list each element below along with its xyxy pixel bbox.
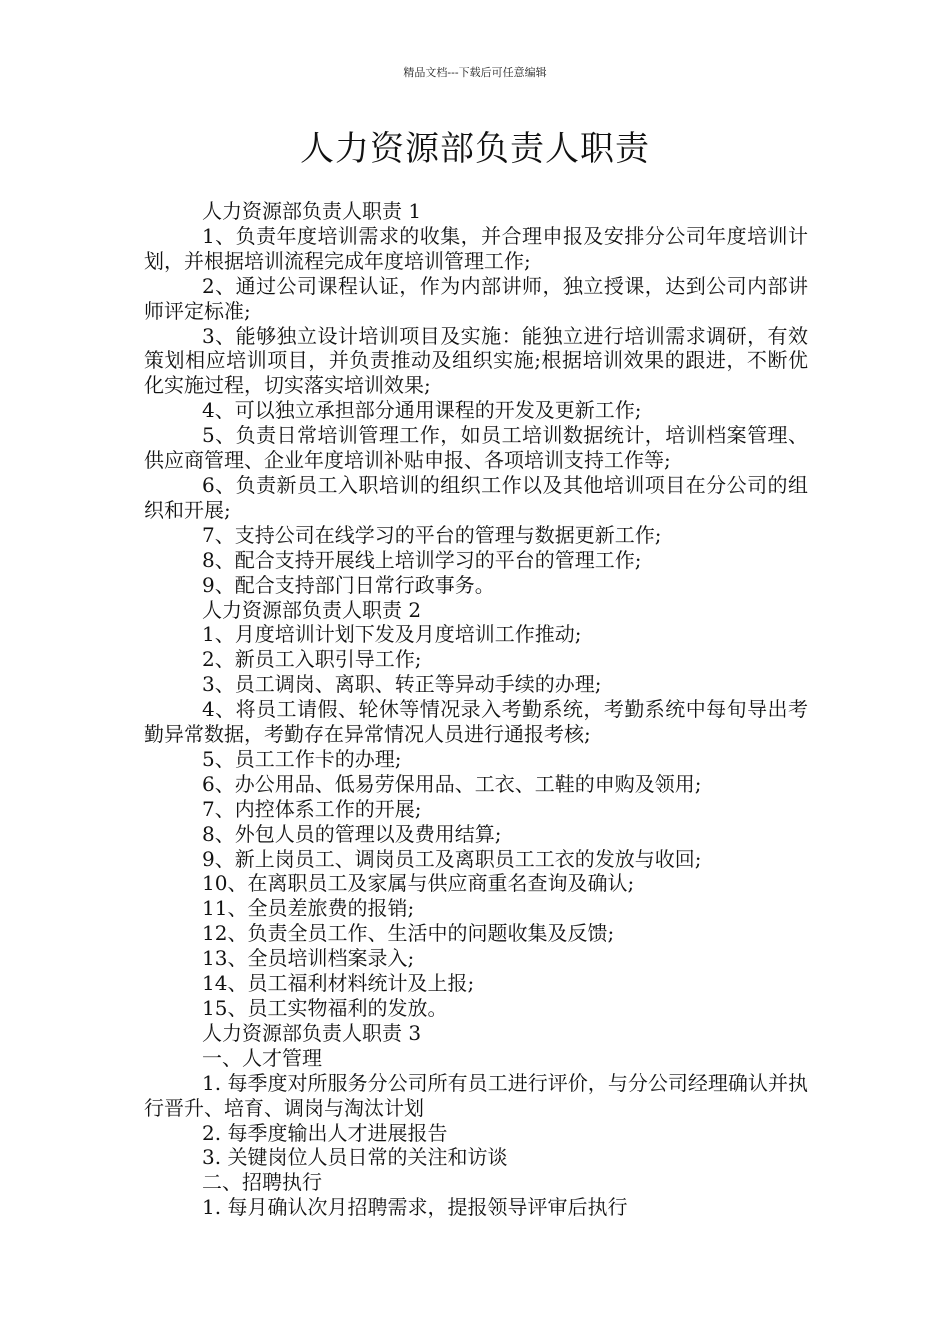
paragraph: 9、新上岗员工、调岗员工及离职员工工衣的发放与收回;: [202, 846, 702, 871]
section-heading-2: 人力资源部负责人职责 2: [202, 597, 422, 622]
paragraph: 5、员工工作卡的办理;: [202, 746, 402, 771]
header-note: 精品文档---下载后可任意编辑: [403, 66, 547, 79]
paragraph: 3、能够独立设计培训项目及实施：能独立进行培训需求调研，有效策划相应培训项目，并负责推动及组织实施;根据培训效果的跟进，不断优化实施过程，切实落实培训效果;: [144, 323, 808, 398]
paragraph: 9、配合支持部门日常行政事务。: [202, 572, 495, 597]
document-body: [144, 199, 808, 1220]
paragraph: 3、员工调岗、离职、转正等异动手续的办理;: [202, 672, 602, 697]
paragraph: 8、外包人员的管理以及费用结算;: [202, 821, 502, 846]
paragraph: 4、将员工请假、轮休等情况录入考勤系统，考勤系统中每旬导出考勤异常数据，考勤存在异常情况人员进行通报考核;: [144, 697, 808, 747]
paragraph: 1、月度培训计划下发及月度培训工作推动;: [202, 622, 582, 647]
paragraph: 1. 每季度对所服务分公司所有员工进行评价，与分公司经理确认并执行晋升、培育、调岗与淘汰计划: [144, 1070, 808, 1120]
paragraph: 1. 每月确认次月招聘需求，提报领导评审后执行: [202, 1195, 628, 1220]
document-title: 人力资源部负责人职责: [300, 129, 650, 169]
section-heading-1: 人力资源部负责人职责 1: [202, 199, 422, 223]
paragraph: 2、通过公司课程认证，作为内部讲师，独立授课，达到公司内部讲师评定标准;: [144, 273, 808, 323]
paragraph: 1、负责年度培训需求的收集，并合理申报及安排分公司年度培训计划，并根据培训流程完成年度培训管理工作;: [144, 223, 808, 273]
paragraph: 2. 每季度输出人才进展报告: [202, 1120, 448, 1145]
paragraph: 14、员工福利材料统计及上报;: [202, 971, 475, 996]
paragraph: 6、办公用品、低易劳保用品、工衣、工鞋的申购及领用;: [202, 771, 702, 796]
paragraph: 2、新员工入职引导工作;: [202, 647, 422, 672]
paragraph: 11、全员差旅费的报销;: [202, 896, 415, 921]
paragraph: 13、全员培训档案录入;: [202, 946, 415, 971]
paragraph: 8、配合支持开展线上培训学习的平台的管理工作;: [202, 547, 642, 572]
paragraph: 5、负责日常培训管理工作，如员工培训数据统计，培训档案管理、供应商管理、企业年度培训补贴申报、各项培训支持工作等;: [144, 423, 808, 473]
subsection-heading: 一、人才管理: [202, 1045, 322, 1070]
subsection-heading: 二、招聘执行: [202, 1170, 322, 1195]
paragraph: 4、可以独立承担部分通用课程的开发及更新工作;: [202, 398, 642, 423]
paragraph: 6、负责新员工入职培训的组织工作以及其他培训项目在分公司的组织和开展;: [144, 472, 808, 522]
paragraph: 3. 关键岗位人员日常的关注和访谈: [202, 1145, 508, 1170]
section-heading-3: 人力资源部负责人职责 3: [202, 1020, 422, 1045]
paragraph: 12、负责全员工作、生活中的问题收集及反馈;: [202, 921, 615, 946]
paragraph: 7、内控体系工作的开展;: [202, 796, 422, 821]
paragraph: 15、员工实物福利的发放。: [202, 996, 448, 1020]
paragraph: 7、支持公司在线学习的平台的管理与数据更新工作;: [202, 522, 662, 547]
paragraph: 10、在离职员工及家属与供应商重名查询及确认;: [202, 871, 635, 896]
